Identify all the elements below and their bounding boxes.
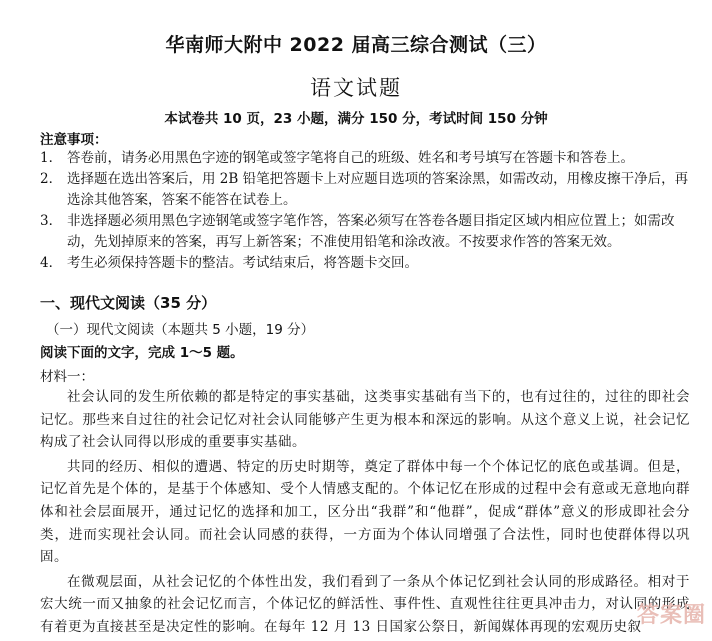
notice-item (40, 148, 690, 169)
notice-number: 1． (40, 150, 63, 166)
notice-text: 选择题在选出答案后，用 2B 铅笔把答题卡上对应题目选项的答案涂黑，如需改动，用橡皮擦干净后，再选涂其他答案，答案不能答在试卷上。 (67, 171, 689, 208)
notice-item (40, 253, 690, 274)
subject-title: 语文试题 (310, 76, 402, 100)
notice-text: 答卷前，请务必用黑色字迹的钢笔或签字笔将自己的班级、姓名和考号填写在答题卡和答卷上。 (67, 150, 634, 166)
section-title: 一、现代文阅读（35 分） (40, 294, 217, 312)
watermark-logo: 答案圈 (636, 603, 706, 628)
notice-heading: 注意事项： (40, 132, 108, 148)
notice-number: 2． (40, 171, 63, 187)
exam-title: 华南师大附中 2022 届高三综合测试（三） (165, 34, 547, 56)
notice-list (40, 148, 690, 274)
passage-paragraph: 社会认同的发生所依赖的都是特定的事实基础，这类事实基础有当下的，也有过往的，过往的即社会记忆。那些来自过往的社会记忆对社会认同能够产生更为根本和深远的影响。从这个意义上说，社会记忆构成了社会认同得以形成的重要事实基础。 (40, 389, 690, 451)
subsection-title: （一）现代文阅读（本题共 5 小题，19 分） (46, 322, 315, 338)
passage-paragraph: 共同的经历、相似的遭遇、特定的历史时期等，奠定了群体中每一个个体记忆的底色或基调。但是，记忆首先是个体的，是基于个体感知、受个人情感支配的。个体记忆在形成的过程中会有意或无意地向群体和社会层面展开，通过记忆的选择和加工，区分出“我群”和“他群”，促成“群体”意义的形成即社会分类，进而实现社会认同。而社会认同感的获得，一方面为个体认同增强了合法性，同时也使群体得以巩固。 (40, 458, 690, 566)
notice-text: 考生必须保持答题卡的整洁。考试结束后，将答题卡交回。 (67, 255, 418, 271)
material-label: 材料一： (40, 369, 94, 385)
exam-info: 本试卷共 10 页，23 小题，满分 150 分，考试时间 150 分钟 (164, 111, 548, 127)
notice-number: 4． (40, 255, 63, 271)
notice-number: 3． (40, 213, 63, 229)
notice-text: 非选择题必须用黑色字迹钢笔或签字笔作答，答案必须写在答卷各题目指定区域内相应位置上；如需改动，先划掉原来的答案，再写上新答案；不准使用铅笔和涂改液。不按要求作答的答案无效。 (67, 213, 675, 250)
notice-item (40, 211, 690, 253)
notice-item (40, 169, 690, 211)
passage-paragraph: 在微观层面，从社会记忆的个体性出发，我们看到了一条从个体记忆到社会认同的形成路径。相对于宏大统一而又抽象的社会记忆而言，个体记忆的鲜活性、事件性、直观性往往更具冲击力，对认同的形成有着更为直接甚至是决定性的影响。在每年 12 月 13 日国家公祭日，新闻媒体再现的宏观历史叙 (40, 573, 690, 635)
reading-instruction: 阅读下面的文字，完成 1～5 题。 (40, 345, 244, 361)
